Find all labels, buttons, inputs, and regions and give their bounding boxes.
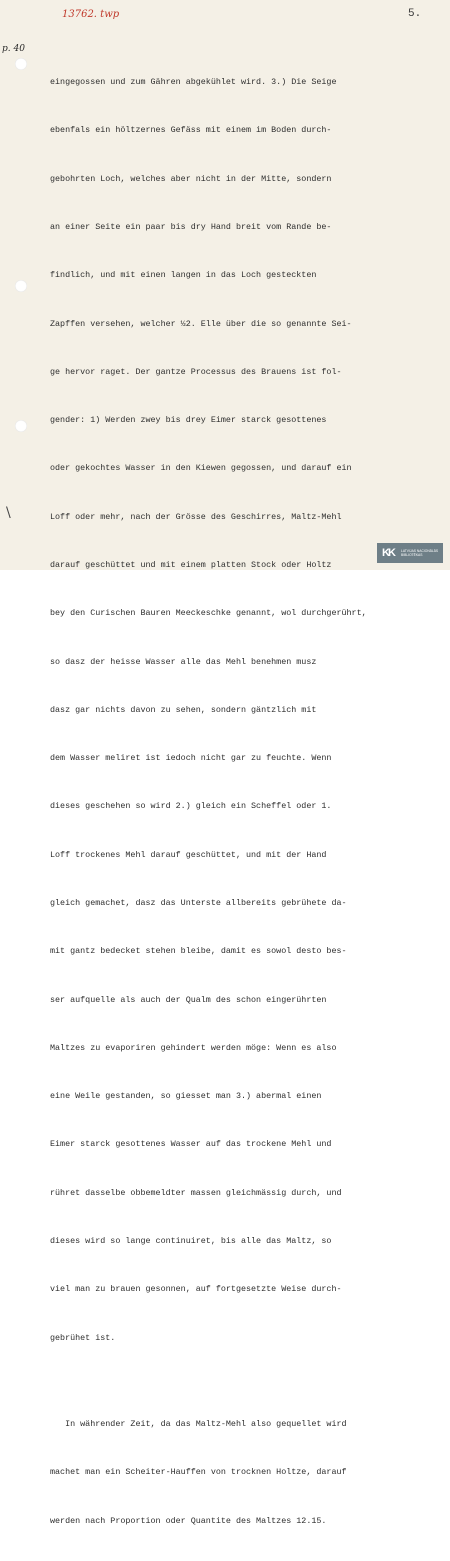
page-number: 5. xyxy=(408,8,422,20)
typed-text-body xyxy=(50,42,440,1561)
text-line: machet man ein Scheiter-Hauffen von trocknen Holtze, darauf xyxy=(50,1467,347,1478)
text-line: gebrühet ist. xyxy=(50,1332,116,1343)
text-line: Eimer starck gesottenes Wasser auf das trockene Mehl und xyxy=(50,1139,332,1150)
text-line: dasz gar nichts davon zu sehen, sondern gäntzlich mit xyxy=(50,704,317,715)
library-logo xyxy=(377,543,443,563)
text-line: eingegossen und zum Gähren abgekühlet wird. 3.) Die Seige xyxy=(50,77,337,88)
text-line: viel man zu brauen gesonnen, auf fortgesetzte Weise durch- xyxy=(50,1284,342,1295)
text-line: mit gantz bedecket stehen bleibe, damit es sowol desto bes- xyxy=(50,946,347,957)
text-line: dieses wird so lange continuiret, bis alle das Maltz, so xyxy=(50,1235,332,1246)
text-line: gleich gemachet, dasz das Unterste allbereits gebrühete da- xyxy=(50,897,347,908)
handwritten-margin-note: p. 40 xyxy=(2,44,25,54)
text-line: so dasz der heisse Wasser alle das Mehl benehmen musz xyxy=(50,656,317,667)
punch-hole xyxy=(15,280,27,292)
text-line: ge hervor raget. Der gantze Processus des Brauens ist fol- xyxy=(50,366,342,377)
text-line: eine Weile gestanden, so giesset man 3.) abermal einen xyxy=(50,1091,322,1102)
text-line: Zapffen versehen, welcher ½2. Elle über die so genannte Sei- xyxy=(50,318,352,329)
punch-hole xyxy=(15,58,27,70)
text-line: Loff trockenes Mehl darauf geschüttet, und mit der Hand xyxy=(50,849,327,860)
text-line: In währender Zeit, da das Maltz-Mehl also gequellet wird xyxy=(50,1418,347,1429)
text-line: ebenfals ein höltzernes Gefäss mit einem im Boden durch- xyxy=(50,125,332,136)
punch-hole xyxy=(15,420,27,432)
text-line: Loff oder mehr, nach der Grösse des Geschirres, Maltz-Mehl xyxy=(50,511,342,522)
text-line: bey den Curischen Bauren Meeckeschke genannt, wol durchgerührt, xyxy=(50,608,367,619)
logo-text: LATVIJAS NACIONĀLĀS BIBLIOTĒKAS xyxy=(401,549,439,557)
text-line: oder gekochtes Wasser in den Kiewen gegossen, und darauf ein xyxy=(50,463,352,474)
text-line: Maltzes zu evaporiren gehindert werden möge: Wenn es also xyxy=(50,1042,337,1053)
logo-mark: KK xyxy=(382,547,394,559)
text-line: dieses geschehen so wird 2.) gleich ein Scheffel oder 1. xyxy=(50,801,332,812)
text-line: gender: 1) Werden zwey bis drey Eimer starck gesottenes xyxy=(50,415,327,426)
text-line: ser aufquelle als auch der Qualm des schon eingerührten xyxy=(50,994,327,1005)
text-line: rühret dasselbe obbemeldter massen gleichmässig durch, und xyxy=(50,1187,342,1198)
paragraph-gap xyxy=(50,1378,440,1384)
text-line: gebohrten Loch, welches aber nicht in der Mitte, sondern xyxy=(50,173,332,184)
text-line: dem Wasser meliret ist iedoch nicht gar zu feuchte. Wenn xyxy=(50,753,332,764)
text-line: an einer Seite ein paar bis dry Hand breit vom Rande be- xyxy=(50,222,332,233)
handwritten-margin-mark: \ xyxy=(6,505,11,521)
text-line: werden nach Proportion oder Quantite des Maltzes 12.15. xyxy=(50,1515,327,1526)
text-line: darauf geschüttet und mit einem platten Stock oder Holtz xyxy=(50,560,332,570)
handwritten-catalog-note: 13762. twp xyxy=(62,9,120,20)
text-line: findlich, und mit einen langen in das Loch gesteckten xyxy=(50,270,317,281)
